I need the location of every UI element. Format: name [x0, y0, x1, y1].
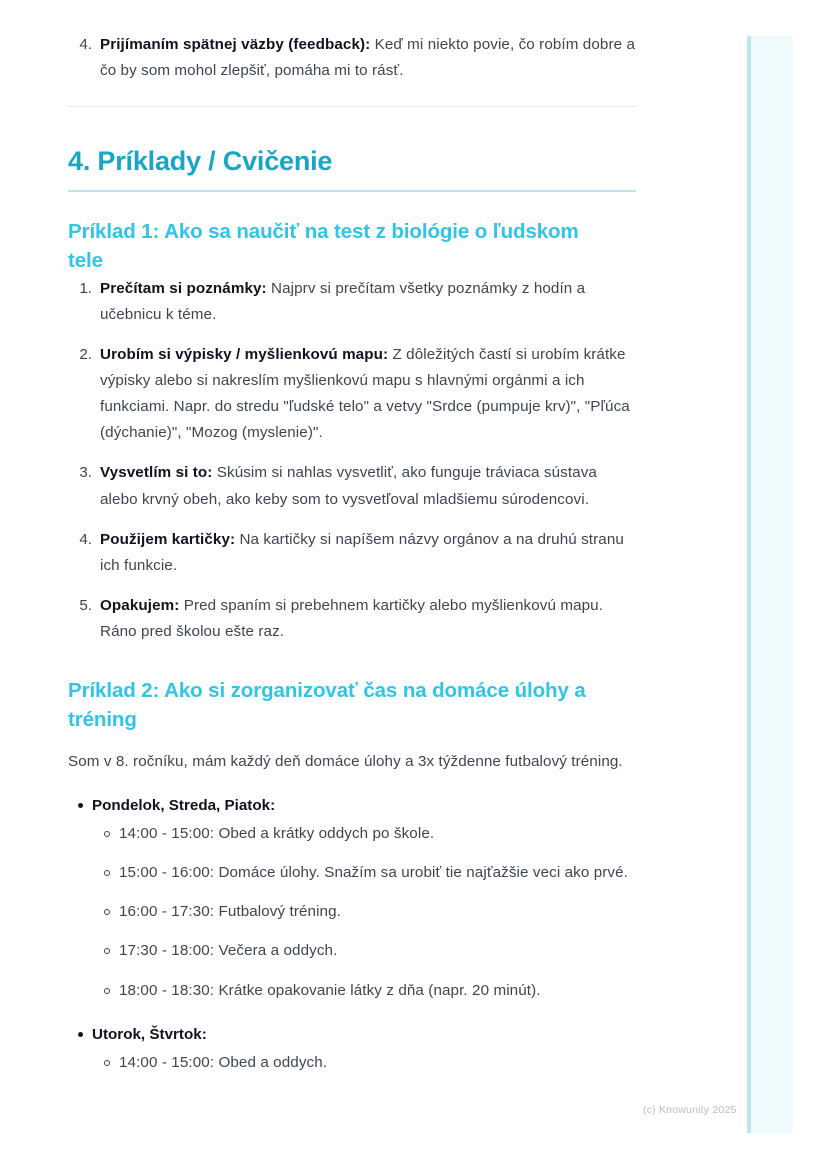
- schedule-group-label: Pondelok, Streda, Piatok:: [92, 796, 276, 814]
- list-item: [68, 32, 636, 84]
- circle-bullet-icon: [104, 948, 110, 954]
- list-item: [92, 938, 636, 964]
- page-footer: (c) Knowunity 2025: [643, 1104, 737, 1116]
- list-marker: 3.: [79, 464, 92, 482]
- example-2-heading: Príklad 2: Ako si zorganizovať čas na domáce úlohy a tréning: [68, 679, 586, 731]
- document-content: [68, 32, 636, 1080]
- list-item-lead: Prijímaním spätnej väzby (feedback):: [100, 36, 371, 53]
- list-item: [92, 1050, 636, 1076]
- continued-numbered-list: [68, 32, 636, 84]
- right-decorative-stripe: [747, 36, 793, 1133]
- list-item: [68, 276, 636, 328]
- schedule-entry-text: 14:00 - 15:00: Obed a krátky oddych po škole.: [119, 824, 435, 842]
- list-item-lead: Použijem kartičky:: [100, 530, 236, 548]
- list-item: [92, 978, 636, 1004]
- list-item-text: [100, 346, 630, 441]
- bullet-dot-icon: [78, 803, 83, 808]
- circle-bullet-icon: [104, 831, 110, 837]
- list-item: [92, 821, 636, 847]
- schedule-entry-text: 17:30 - 18:00: Večera a oddych.: [119, 942, 338, 960]
- list-item-body: Keď mi niekto povie, čo robím dobre a čo by som mohol zlepšiť, pomáha mi to rásť.: [100, 36, 636, 80]
- circle-bullet-icon: [104, 988, 110, 994]
- page-title: 4. Príklady / Cvičenie: [68, 146, 333, 177]
- list-marker: 1.: [79, 279, 92, 297]
- bullet-dot-icon: [78, 1032, 83, 1037]
- schedule-entry-text: 16:00 - 17:30: Futbalový tréning.: [119, 903, 341, 921]
- right-stripe-edge-line: [747, 36, 751, 1133]
- list-item-lead: Urobím si výpisky / myšlienkovú mapu:: [100, 345, 389, 363]
- list-item-lead: Vysvetlím si to:: [100, 464, 213, 482]
- schedule-entry-text: 14:00 - 15:00: Obed a oddych.: [119, 1053, 328, 1071]
- circle-bullet-icon: [104, 909, 110, 915]
- list-item: [92, 899, 636, 925]
- list-item-text: [100, 531, 624, 574]
- section-divider: [68, 106, 636, 107]
- example-2-intro: Som v 8. ročníku, mám každý deň domáce úlohy a 3x týždenne futbalový tréning.: [68, 752, 623, 770]
- list-item: [68, 342, 636, 447]
- list-item: [68, 793, 636, 1004]
- example-2-schedule: [68, 793, 636, 1076]
- list-item: [68, 527, 636, 579]
- schedule-entries: [92, 1050, 636, 1076]
- list-item-text: [100, 597, 603, 640]
- circle-bullet-icon: [104, 870, 110, 876]
- schedule-entries: [92, 821, 636, 1004]
- list-item-body: Skúsim si nahlas vysvetliť, ako funguje tráviaca sústava alebo krvný obeh, ako keby som to vysvetľoval mladšiemu súrodencovi.: [100, 464, 597, 508]
- list-item: [68, 593, 636, 645]
- schedule-entry-text: 18:00 - 18:30: Krátke opakovanie látky z dňa (napr. 20 minút).: [119, 981, 541, 999]
- list-item-text: [100, 36, 635, 79]
- list-item: [68, 460, 636, 512]
- list-item-text: [100, 280, 585, 323]
- list-marker: 2.: [79, 345, 92, 363]
- list-item-text: [100, 464, 597, 507]
- schedule-entry-text: 15:00 - 16:00: Domáce úlohy. Snažím sa urobiť tie najťažšie veci ako prvé.: [119, 864, 628, 882]
- section-title-underline: [68, 190, 636, 192]
- example-1-heading: Príklad 1: Ako sa naučiť na test z biológie o ľudskom tele: [68, 220, 579, 272]
- list-item-body: Najprv si prečítam všetky poznámky z hodín a učebnicu k téme.: [100, 279, 586, 323]
- list-marker: 5.: [79, 597, 92, 614]
- example-1-steps: [68, 276, 636, 646]
- list-item-body: Z dôležitých častí si urobím krátke výpisky alebo si nakreslím myšlienkovú mapu s hlavnými orgánmi a ich funkciami. Napr. do stredu "ľudské telo" a vetvy "Srdce (pumpuje krv)", "Pľúca (dýchanie)", "Mozog (myslenie)".: [100, 345, 630, 442]
- schedule-group-label: Utorok, Štvrtok:: [92, 1025, 207, 1043]
- list-marker: 4.: [79, 36, 92, 53]
- circle-bullet-icon: [104, 1060, 110, 1066]
- list-item-lead: Prečítam si poznámky:: [100, 279, 267, 297]
- list-item-lead: Opakujem:: [100, 597, 180, 614]
- list-item: [68, 1022, 636, 1076]
- list-marker: 4.: [79, 530, 92, 548]
- group-spacer: [68, 1008, 636, 1022]
- list-item: [92, 860, 636, 886]
- list-item-body: Na kartičky si napíšem názvy orgánov a na druhú stranu ich funkcie.: [100, 530, 624, 574]
- list-item-body: Pred spaním si prebehnem kartičky alebo myšlienkovú mapu. Ráno pred školou ešte raz.: [100, 597, 604, 641]
